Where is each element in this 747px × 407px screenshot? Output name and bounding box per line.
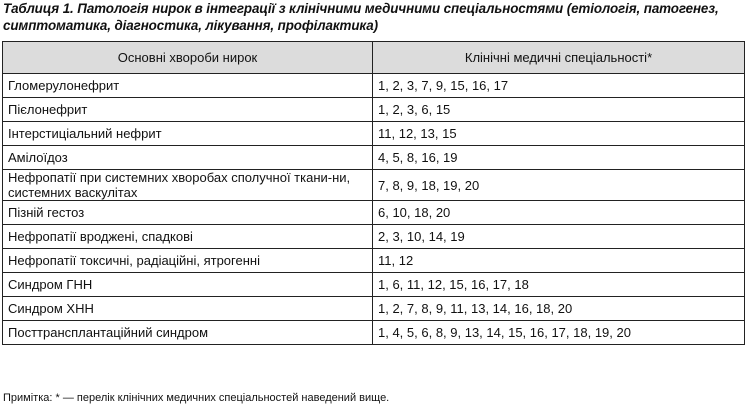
table-row (3, 170, 745, 201)
disease-cell: Нефропатії токсичні, радіаційні, ятрогенні (3, 249, 373, 273)
specialties-cell: 1, 2, 7, 8, 9, 11, 13, 14, 16, 18, 20 (373, 297, 745, 321)
specialties-cell: 2, 3, 10, 14, 19 (373, 225, 745, 249)
table-caption: Таблиця 1. Патологія нирок в інтеграції з клінічними медичними спеціальностями (етіологія, патогенез, симптоматика, діагностика, лікування, профілактика) (3, 1, 719, 33)
disease-cell: Пізній гестоз (3, 201, 373, 225)
table-row (3, 201, 745, 225)
specialties-cell: 6, 10, 18, 20 (373, 201, 745, 225)
table-row (3, 122, 745, 146)
table-header-row (3, 42, 745, 74)
table-row (3, 249, 745, 273)
specialties-cell: 1, 6, 11, 12, 15, 16, 17, 18 (373, 273, 745, 297)
header-diseases: Основні хвороби нирок (3, 42, 373, 74)
specialties-cell: 1, 2, 3, 6, 15 (373, 98, 745, 122)
table-footnote: Примітка: * — перелік клінічних медичних спеціальностей наведений вище. (3, 392, 390, 404)
disease-cell: Пієлонефрит (3, 98, 373, 122)
disease-cell: Інтерстиціальний нефрит (3, 122, 373, 146)
disease-cell: Гломерулонефрит (3, 74, 373, 98)
disease-cell: Синдром ГНН (3, 273, 373, 297)
table-row (3, 297, 745, 321)
table-row (3, 273, 745, 297)
specialties-cell: 11, 12 (373, 249, 745, 273)
header-specialties: Клінічні медичні спеціальності* (373, 42, 745, 74)
table-row (3, 146, 745, 170)
specialties-cell: 7, 8, 9, 18, 19, 20 (373, 170, 745, 201)
table-row (3, 321, 745, 345)
disease-cell: Амілоїдоз (3, 146, 373, 170)
table-row (3, 98, 745, 122)
disease-cell: Нефропатії при системних хворобах сполучної ткани-ни, системних васкулітах (3, 170, 373, 201)
disease-cell: Посттрансплантаційний синдром (3, 321, 373, 345)
kidney-pathology-table (2, 41, 745, 345)
specialties-cell: 11, 12, 13, 15 (373, 122, 745, 146)
table-row (3, 74, 745, 98)
disease-cell: Синдром ХНН (3, 297, 373, 321)
table-row (3, 225, 745, 249)
specialties-cell: 4, 5, 8, 16, 19 (373, 146, 745, 170)
disease-cell: Нефропатії вроджені, спадкові (3, 225, 373, 249)
specialties-cell: 1, 4, 5, 6, 8, 9, 13, 14, 15, 16, 17, 18, 19, 20 (373, 321, 745, 345)
specialties-cell: 1, 2, 3, 7, 9, 15, 16, 17 (373, 74, 745, 98)
